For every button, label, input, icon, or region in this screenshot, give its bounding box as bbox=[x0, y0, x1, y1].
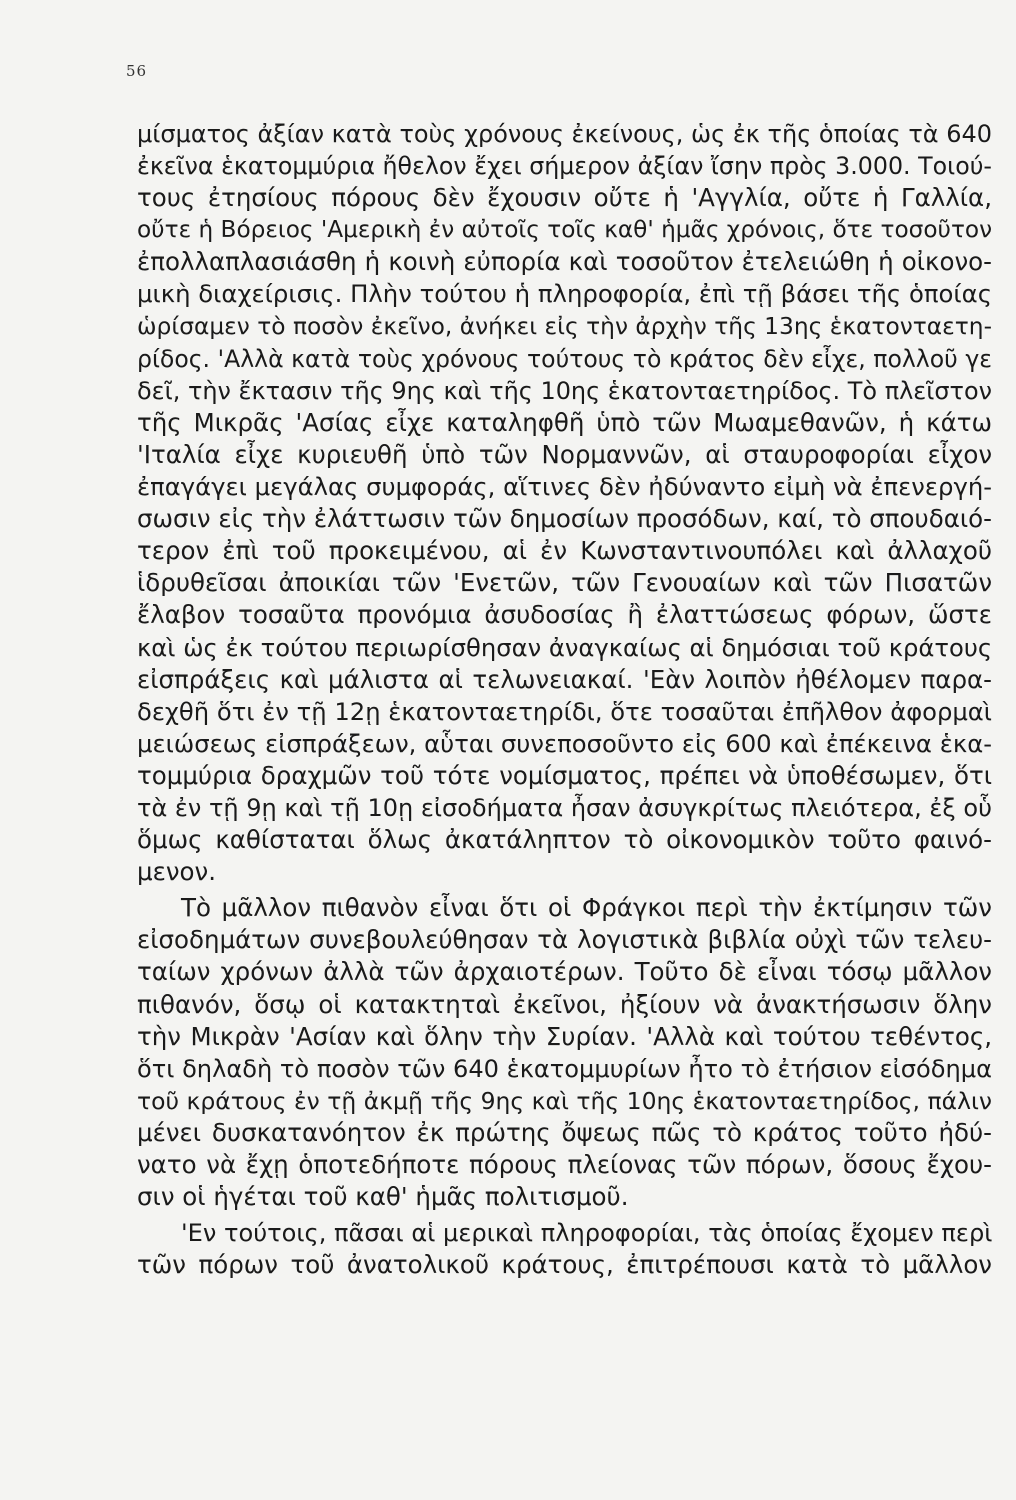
text-line: ἔλαβον τοσαῦτα προνόμια ἀσυδοσίας ἢ ἐλαττώσεως φόρων, ὥστε bbox=[137, 600, 992, 630]
text-line: σιν οἱ ἡγέται τοῦ καθ' ἡμᾶς πολιτισμοῦ. bbox=[137, 1182, 629, 1212]
text-line: Τὸ μᾶλλον πιθανὸν εἶναι ὅτι οἱ Φράγκοι περὶ τὴν ἐκτίμησιν τῶν bbox=[181, 893, 992, 923]
paragraph-2 bbox=[137, 892, 992, 1213]
text-line: δεχθῆ ὅτι ἐν τῇ 12ῃ ἑκατονταετηρίδι, ὅτε τοσαῦται ἐπῆλθον ἀφορμαὶ bbox=[137, 696, 992, 726]
text-line: καὶ ὡς ἐκ τούτου περιωρίσθησαν ἀναγκαίως αἱ δημόσιαι τοῦ κράτους bbox=[137, 632, 993, 662]
text-line: σωσιν εἰς τὴν ἐλάττωσιν τῶν δημοσίων προσόδων, καί, τὸ σπουδαιό- bbox=[137, 504, 992, 534]
text-line: ὅμως καθίσταται ὅλως ἀκατάληπτον τὸ οἰκονομικὸν τοῦτο φαινό- bbox=[137, 825, 992, 855]
text-line: ὅτι δηλαδὴ τὸ ποσὸν τῶν 640 ἑκατομμυρίων ἦτο τὸ ἐτήσιον εἰσόδημα bbox=[137, 1054, 992, 1083]
text-line: μενον. bbox=[137, 857, 216, 887]
text-line: μίσματος ἀξίαν κατὰ τοὺς χρόνους ἐκείνους, ὡς ἐκ τῆς ὁποίας τὰ 640 bbox=[137, 120, 992, 148]
text-line: 'Εν τούτοις, πᾶσαι αἱ μερικαὶ πληροφορίαι, τὰς ὁποίας ἔχομεν περὶ bbox=[181, 1219, 993, 1248]
paragraph-1 bbox=[137, 118, 992, 888]
page-number: 56 bbox=[126, 62, 148, 80]
text-line: νατο νὰ ἔχῃ ὁποτεδήποτε πόρους πλείονας τῶν πόρων, ὅσους ἔχου- bbox=[137, 1150, 992, 1179]
text-line: ἱδρυθεῖσαι ἀποικίαι τῶν 'Ενετῶν, τῶν Γενουαίων καὶ τῶν Πισατῶν bbox=[137, 568, 992, 598]
text-line: εἰσοδημάτων συνεβουλεύθησαν τὰ λογιστικὰ βιβλία οὐχὶ τῶν τελευ- bbox=[137, 925, 992, 955]
text-line: ἐπαγάγει μεγάλας συμφοράς, αἵτινες δὲν ἠδύναντο εἰμὴ νὰ ἐπενεργή- bbox=[137, 472, 992, 502]
text-line: μικὴ διαχείρισις. Πλὴν τούτου ἡ πληροφορία, ἐπὶ τῇ βάσει τῆς ὁποίας bbox=[137, 279, 992, 309]
text-line: τῶν πόρων τοῦ ἀνατολικοῦ κράτους, ἐπιτρέπουσι κατὰ τὸ μᾶλλον bbox=[137, 1250, 992, 1280]
text-line: τὴν Μικρὰν 'Ασίαν καὶ ὅλην τὴν Συρίαν. 'Αλλὰ καὶ τούτου τεθέντος, bbox=[137, 1021, 992, 1051]
text-line: εἰσπράξεις καὶ μάλιστα αἱ τελωνειακαί. 'Εὰν λοιπὸν ἠθέλομεν παρα- bbox=[137, 664, 992, 694]
text-line: μένει δυσκατανόητον ἐκ πρώτης ὄψεως πῶς τὸ κράτος τοῦτο ἠδύ- bbox=[137, 1117, 992, 1147]
text-line: πιθανόν, ὅσῳ οἱ κατακτηταὶ ἐκεῖνοι, ἠξίουν νὰ ἀνακτήσωσιν ὅλην bbox=[137, 989, 992, 1019]
paragraph-3 bbox=[137, 1217, 992, 1281]
text-line: μειώσεως εἰσπράξεων, αὗται συνεποσοῦντο εἰς 600 καὶ ἐπέκεινα ἑκα- bbox=[137, 728, 992, 758]
text-line: ὡρίσαμεν τὸ ποσὸν ἐκεῖνο, ἀνήκει εἰς τὴν ἀρχὴν τῆς 13ης ἑκατονταετη- bbox=[137, 312, 992, 340]
text-line: 'Ιταλία εἶχε κυριευθῆ ὑπὸ τῶν Νορμαννῶν, αἱ σταυροφορίαι εἶχον bbox=[137, 439, 992, 469]
text-line: τους ἐτησίους πόρους δὲν ἔχουσιν οὔτε ἡ 'Αγγλία, οὔτε ἡ Γαλλία, bbox=[137, 183, 992, 213]
text-line: τῆς Μικρᾶς 'Ασίας εἶχε καταληφθῆ ὑπὸ τῶν Μωαμεθανῶν, ἡ κάτω bbox=[137, 407, 992, 437]
text-line: ρίδος. 'Αλλὰ κατὰ τοὺς χρόνους τούτους τὸ κράτος δὲν εἶχε, πολλοῦ γε bbox=[137, 344, 992, 373]
text-line: δεῖ, τὴν ἔκτασιν τῆς 9ης καὶ τῆς 10ης ἑκατονταετηρίδος. Τὸ πλεῖστον bbox=[137, 376, 992, 405]
text-line: ἐπολλαπλασιάσθη ἡ κοινὴ εὐπορία καὶ τοσοῦτον ἐτελειώθη ἡ οἰκονο- bbox=[137, 247, 992, 277]
text-line: τὰ ἐν τῇ 9ῃ καὶ τῇ 10ῃ εἰσοδήματα ἦσαν ἀσυγκρίτως πλειότερα, ἐξ οὗ bbox=[137, 793, 992, 822]
body-text bbox=[137, 118, 992, 1285]
text-line: τερον ἐπὶ τοῦ προκειμένου, αἱ ἐν Κωνσταντινουπόλει καὶ ἀλλαχοῦ bbox=[137, 536, 992, 566]
text-line: τομμύρια δραχμῶν τοῦ τότε νομίσματος, πρέπει νὰ ὑποθέσωμεν, ὅτι bbox=[137, 760, 992, 790]
text-line: ἐκεῖνα ἑκατομμύρια ἤθελον ἔχει σήμερον ἀξίαν ἴσην πρὸς 3.000. Τοιού- bbox=[137, 152, 992, 181]
text-line: οὔτε ἡ Βόρειος 'Αμερικὴ ἐν αὐτοῖς τοῖς καθ' ἡμᾶς χρόνοις, ὅτε τοσοῦτον bbox=[137, 216, 993, 244]
text-line: ταίων χρόνων ἀλλὰ τῶν ἀρχαιοτέρων. Τοῦτο δὲ εἶναι τόσῳ μᾶλλον bbox=[137, 957, 992, 987]
text-line: τοῦ κράτους ἐν τῇ ἀκμῇ τῆς 9ης καὶ τῆς 10ης ἑκατονταετηρίδος, πάλιν bbox=[137, 1086, 992, 1115]
